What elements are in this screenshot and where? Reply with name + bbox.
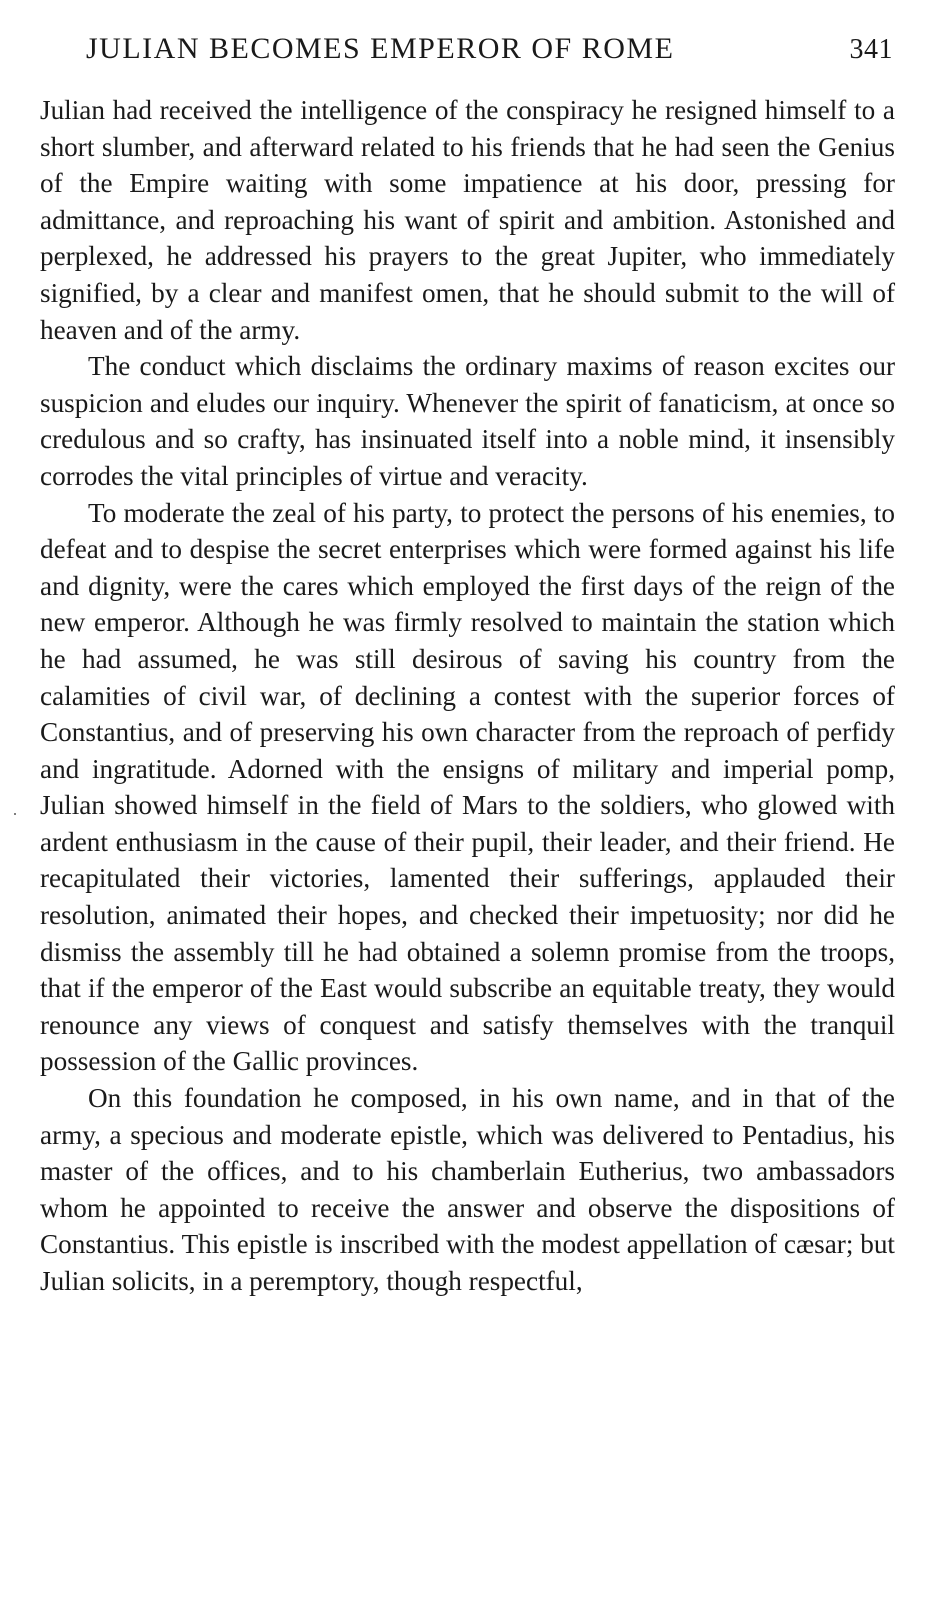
running-head (40, 0, 895, 92)
book-page (40, 0, 895, 1300)
body-text (40, 92, 895, 1300)
page-number: 341 (849, 34, 893, 65)
running-title: JULIAN BECOMES EMPEROR OF ROME (86, 32, 675, 65)
paragraph: The conduct which disclaims the ordinary maxims of reason excites our suspicion and eludes our inquiry. Whenever the spirit of fanaticism, at once so credulous and so crafty, has insinuated itself into a noble mind, it insensibly corrodes the vital principles of virtue and veracity. (40, 351, 895, 491)
paragraph: On this foundation he composed, in his own name, and in that of the army, a specious and moderate epistle, which was delivered to Pentadius, his master of the offices, and to his chamberlain Eutherius, two ambassadors whom he appointed to receive the answer and observe the dispositions of Constantius. This epistle is inscribed with the modest appellation of cæsar; but Julian solicits, in a peremptory, though respectful, (40, 1083, 895, 1296)
margin-speck (14, 813, 16, 815)
paragraph: To moderate the zeal of his party, to protect the persons of his enemies, to defeat and to despise the secret enterprises which were formed against his life and dignity, were the cares which employed the first days of the reign of the new emperor. Although he was firmly resolved to maintain the station which he had assumed, he was still desirous of saving his country from the calamities of civil war, of declining a contest with the superior forces of Constantius, and of preserving his own character from the reproach of perfidy and ingratitude. Adorned with the ensigns of military and imperial pomp, Julian showed himself in the field of Mars to the soldiers, who glowed with ardent enthusiasm in the cause of their pupil, their leader, and their friend. He recapitulated their victories, lamented their sufferings, applauded their resolution, animated their hopes, and checked their impetuosity; nor did he dismiss the assembly till he had obtained a solemn promise from the troops, that if the emperor of the East would subscribe an equitable treaty, they would renounce any views of conquest and satisfy themselves with the tranquil possession of the Gallic provinces. (40, 497, 895, 1077)
paragraph-continued: Julian had received the intelligence of the conspiracy he resigned himself to a short slumber, and afterward related to his friends that he had seen the Genius of the Empire waiting with some impatience at his door, pressing for admittance, and reproaching his want of spirit and ambition. Astonished and perplexed, he addressed his prayers to the great Jupiter, who immediately signified, by a clear and manifest omen, that he should submit to the will of heaven and of the army. (40, 95, 895, 345)
